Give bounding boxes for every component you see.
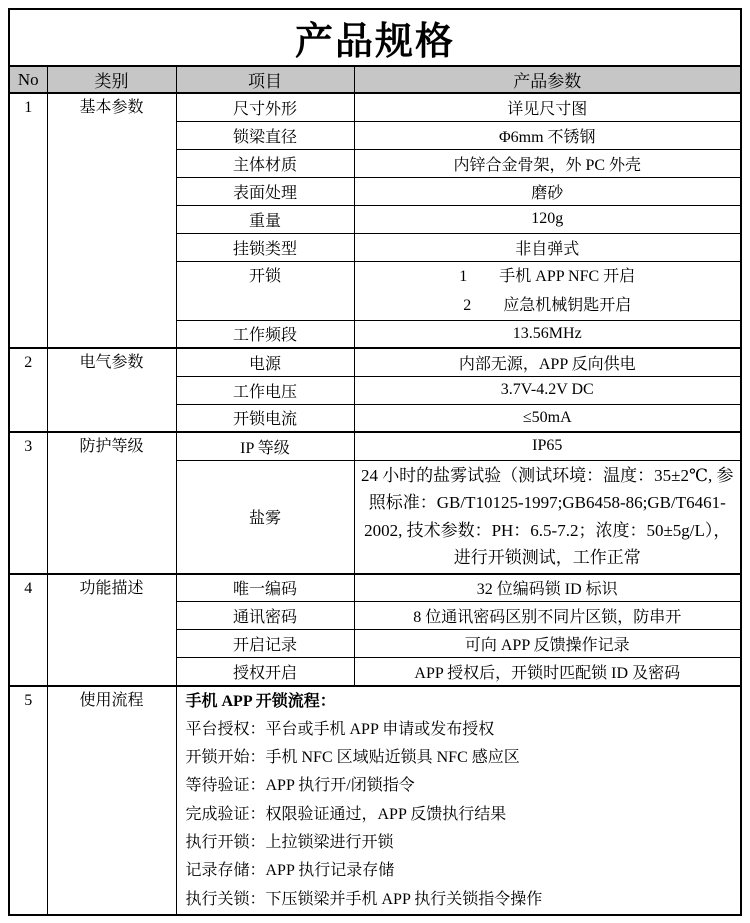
- value-cell: 可向 APP 反馈操作记录: [354, 630, 741, 658]
- table-row: [9, 93, 741, 121]
- flow-step: 完成验证：权限验证通过，APP 反馈执行结果: [185, 805, 507, 823]
- item-cell: IP 等级: [176, 432, 354, 460]
- col-header-category: 类别: [47, 66, 176, 93]
- value-cell: [354, 261, 741, 320]
- value-cell: 3.7V-4.2V DC: [354, 376, 741, 404]
- flow-step: 记录存储：APP 执行记录存储: [185, 862, 395, 880]
- col-header-no: No: [9, 66, 47, 93]
- item-cell: 工作频段: [176, 320, 354, 348]
- item-cell: 表面处理: [176, 177, 354, 205]
- item-cell: 开启记录: [176, 630, 354, 658]
- flow-step: 平台授权：平台或手机 APP 申请或发布授权: [185, 720, 495, 738]
- table-row: [9, 686, 741, 915]
- value-line: 1 手机 APP NFC 开启: [459, 267, 636, 285]
- flow-cell: [176, 686, 741, 915]
- header-row: [9, 66, 741, 93]
- value-cell: 非自弹式: [354, 233, 741, 261]
- flow-step: 执行关锁：下压锁梁并手机 APP 执行关锁指令操作: [185, 890, 543, 908]
- spec-table: [8, 8, 742, 916]
- item-cell: 唯一编码: [176, 574, 354, 602]
- value-line: 2 应急机械钥匙开启: [463, 296, 632, 314]
- table-row: [9, 348, 741, 376]
- item-cell: 挂锁类型: [176, 233, 354, 261]
- section-category: 电气参数: [47, 348, 176, 432]
- value-cell: 13.56MHz: [354, 320, 741, 348]
- flow-step: 执行开锁：上拉锁梁进行开锁: [185, 833, 394, 851]
- section-no: 3: [9, 432, 47, 574]
- flow-step: 等待验证：APP 执行开/闭锁指令: [185, 777, 415, 795]
- value-cell: 8 位通讯密码区别不同片区锁，防串开: [354, 602, 741, 630]
- item-cell: 尺寸外形: [176, 93, 354, 121]
- section-no: 5: [9, 686, 47, 915]
- col-header-item: 项目: [176, 66, 354, 93]
- value-cell: 24 小时的盐雾试验（测试环境：温度：35±2℃, 参照标准：GB/T10125-1997;GB6458-86;GB/T6461-2002, 技术参数：PH：6.5-7.2；浓度：50±5g/L），进行开锁测试，工作正常: [354, 460, 741, 574]
- value-cell: 32 位编码锁 ID 标识: [354, 574, 741, 602]
- table-row: [9, 574, 741, 602]
- item-cell: 锁梁直径: [176, 121, 354, 149]
- value-cell: IP65: [354, 432, 741, 460]
- section-category: 防护等级: [47, 432, 176, 574]
- item-cell: 重量: [176, 205, 354, 233]
- page-title: 产品规格: [9, 9, 741, 66]
- value-cell: 磨砂: [354, 177, 741, 205]
- title-row: [9, 9, 741, 66]
- section-category: 基本参数: [47, 93, 176, 348]
- item-cell: 开锁: [176, 261, 354, 320]
- section-category: 功能描述: [47, 574, 176, 686]
- flow-heading: 手机 APP 开锁流程：: [185, 692, 336, 710]
- flow-step: 开锁开始：手机 NFC 区域贴近锁具 NFC 感应区: [185, 749, 520, 767]
- item-cell: 工作电压: [176, 376, 354, 404]
- value-cell: Φ6mm 不锈钢: [354, 121, 741, 149]
- value-cell: ≤50mA: [354, 404, 741, 432]
- value-cell: 内锌合金骨架，外 PC 外壳: [354, 149, 741, 177]
- item-cell: 授权开启: [176, 658, 354, 686]
- item-cell: 通讯密码: [176, 602, 354, 630]
- item-cell: 电源: [176, 348, 354, 376]
- value-cell: 120g: [354, 205, 741, 233]
- col-header-value: 产品参数: [354, 66, 741, 93]
- value-cell: 详见尺寸图: [354, 93, 741, 121]
- item-cell: 主体材质: [176, 149, 354, 177]
- section-no: 1: [9, 93, 47, 348]
- item-cell: 盐雾: [176, 460, 354, 574]
- section-no: 2: [9, 348, 47, 432]
- table-row: [9, 432, 741, 460]
- value-cell: APP 授权后，开锁时匹配锁 ID 及密码: [354, 658, 741, 686]
- section-no: 4: [9, 574, 47, 686]
- section-category: 使用流程: [47, 686, 176, 915]
- value-cell: 内部无源，APP 反向供电: [354, 348, 741, 376]
- item-cell: 开锁电流: [176, 404, 354, 432]
- spec-sheet-page: [8, 8, 742, 916]
